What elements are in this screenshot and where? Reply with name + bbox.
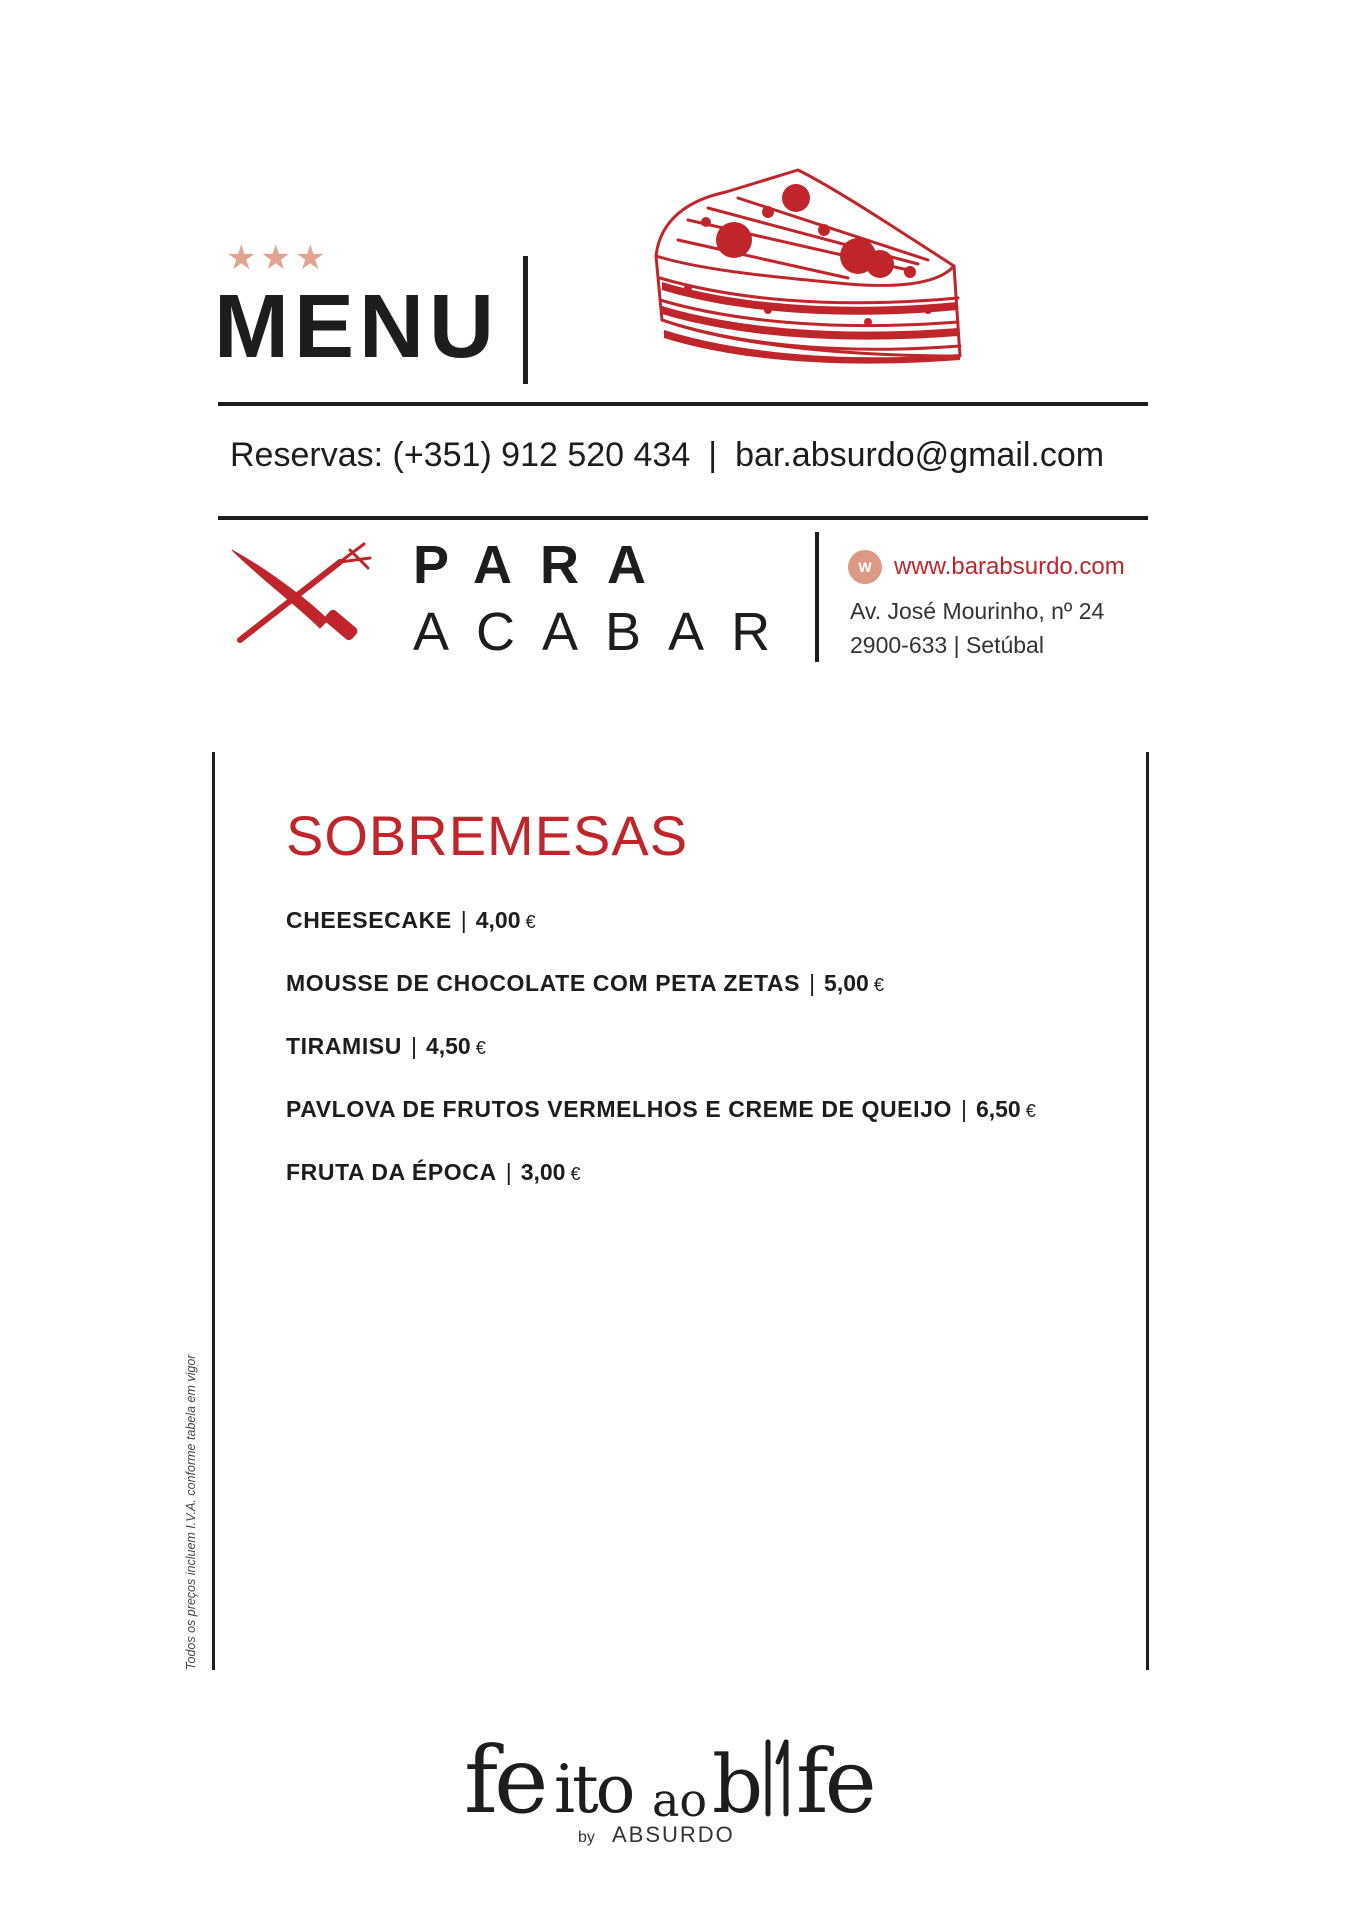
frame-left-rule xyxy=(212,752,215,1670)
header-rule-bottom xyxy=(218,516,1148,520)
brand-line-acabar: ACABAR xyxy=(413,602,798,662)
website-row[interactable] xyxy=(848,550,1125,584)
vat-footnote: Todos os preços incluem I.V.A. conforme tabela em vigor xyxy=(184,1354,198,1670)
list-item xyxy=(286,1158,1036,1221)
item-name: FRUTA DA ÉPOCA xyxy=(286,1159,497,1185)
reservations-phone[interactable]: Reservas: (+351) 912 520 434 xyxy=(230,436,691,474)
header-rule-top xyxy=(218,402,1148,406)
list-item xyxy=(286,906,1036,969)
svg-text:ao: ao xyxy=(652,1773,708,1827)
section-title: SOBREMESAS xyxy=(286,804,689,867)
feito-ao-bife-logo xyxy=(456,1712,906,1862)
list-item xyxy=(286,1032,1036,1095)
item-name: CHEESECAKE xyxy=(286,907,452,933)
item-separator: | xyxy=(460,907,467,933)
email-link[interactable]: bar.absurdo@gmail.com xyxy=(735,436,1105,474)
svg-text:fe: fe xyxy=(796,1730,873,1833)
item-separator: | xyxy=(410,1033,417,1059)
currency-symbol: € xyxy=(525,912,536,932)
title-divider xyxy=(523,256,528,384)
brand-divider xyxy=(815,532,819,662)
list-item xyxy=(286,969,1036,1032)
svg-text:ito: ito xyxy=(554,1751,633,1828)
item-separator: | xyxy=(960,1096,967,1122)
address-line-1: Av. José Mourinho, nº 24 xyxy=(850,598,1105,624)
list-item xyxy=(286,1095,1036,1158)
website-link[interactable]: www.barabsurdo.com xyxy=(894,553,1125,580)
crossed-knife-and-fork-icon xyxy=(228,540,376,652)
currency-symbol: € xyxy=(1025,1101,1036,1121)
item-price: 3,00 xyxy=(520,1159,566,1185)
item-separator: | xyxy=(505,1159,512,1185)
item-price: 4,50 xyxy=(425,1033,471,1059)
address-line-2: 2900-633 | Setúbal xyxy=(850,632,1044,658)
svg-text:fe: fe xyxy=(464,1727,545,1834)
svg-text:by: by xyxy=(578,1829,595,1846)
currency-symbol: € xyxy=(873,975,884,995)
rating-stars: ★★★ xyxy=(226,239,330,277)
web-icon: W xyxy=(848,550,882,584)
cake-slice-illustration xyxy=(648,160,964,382)
item-price: 5,00 xyxy=(824,970,869,996)
item-price: 4,00 xyxy=(475,907,521,933)
currency-symbol: € xyxy=(475,1038,486,1058)
brand-line-para: PARA xyxy=(413,535,675,595)
item-price: 6,50 xyxy=(975,1096,1021,1122)
item-name: PAVLOVA DE FRUTOS VERMELHOS E CREME DE QUEIJO xyxy=(286,1096,952,1122)
currency-symbol: € xyxy=(570,1164,581,1184)
svg-text:b: b xyxy=(712,1738,764,1831)
svg-text:ABSURDO: ABSURDO xyxy=(612,1822,735,1847)
item-name: MOUSSE DE CHOCOLATE COM PETA ZETAS xyxy=(286,970,801,996)
menu-title: MENU xyxy=(214,277,499,377)
item-name: TIRAMISU xyxy=(286,1033,402,1059)
contact-line xyxy=(230,436,1104,475)
frame-right-rule xyxy=(1146,752,1149,1670)
contact-separator: | xyxy=(708,436,718,474)
item-separator: | xyxy=(809,970,816,996)
dessert-list xyxy=(286,906,1036,1221)
